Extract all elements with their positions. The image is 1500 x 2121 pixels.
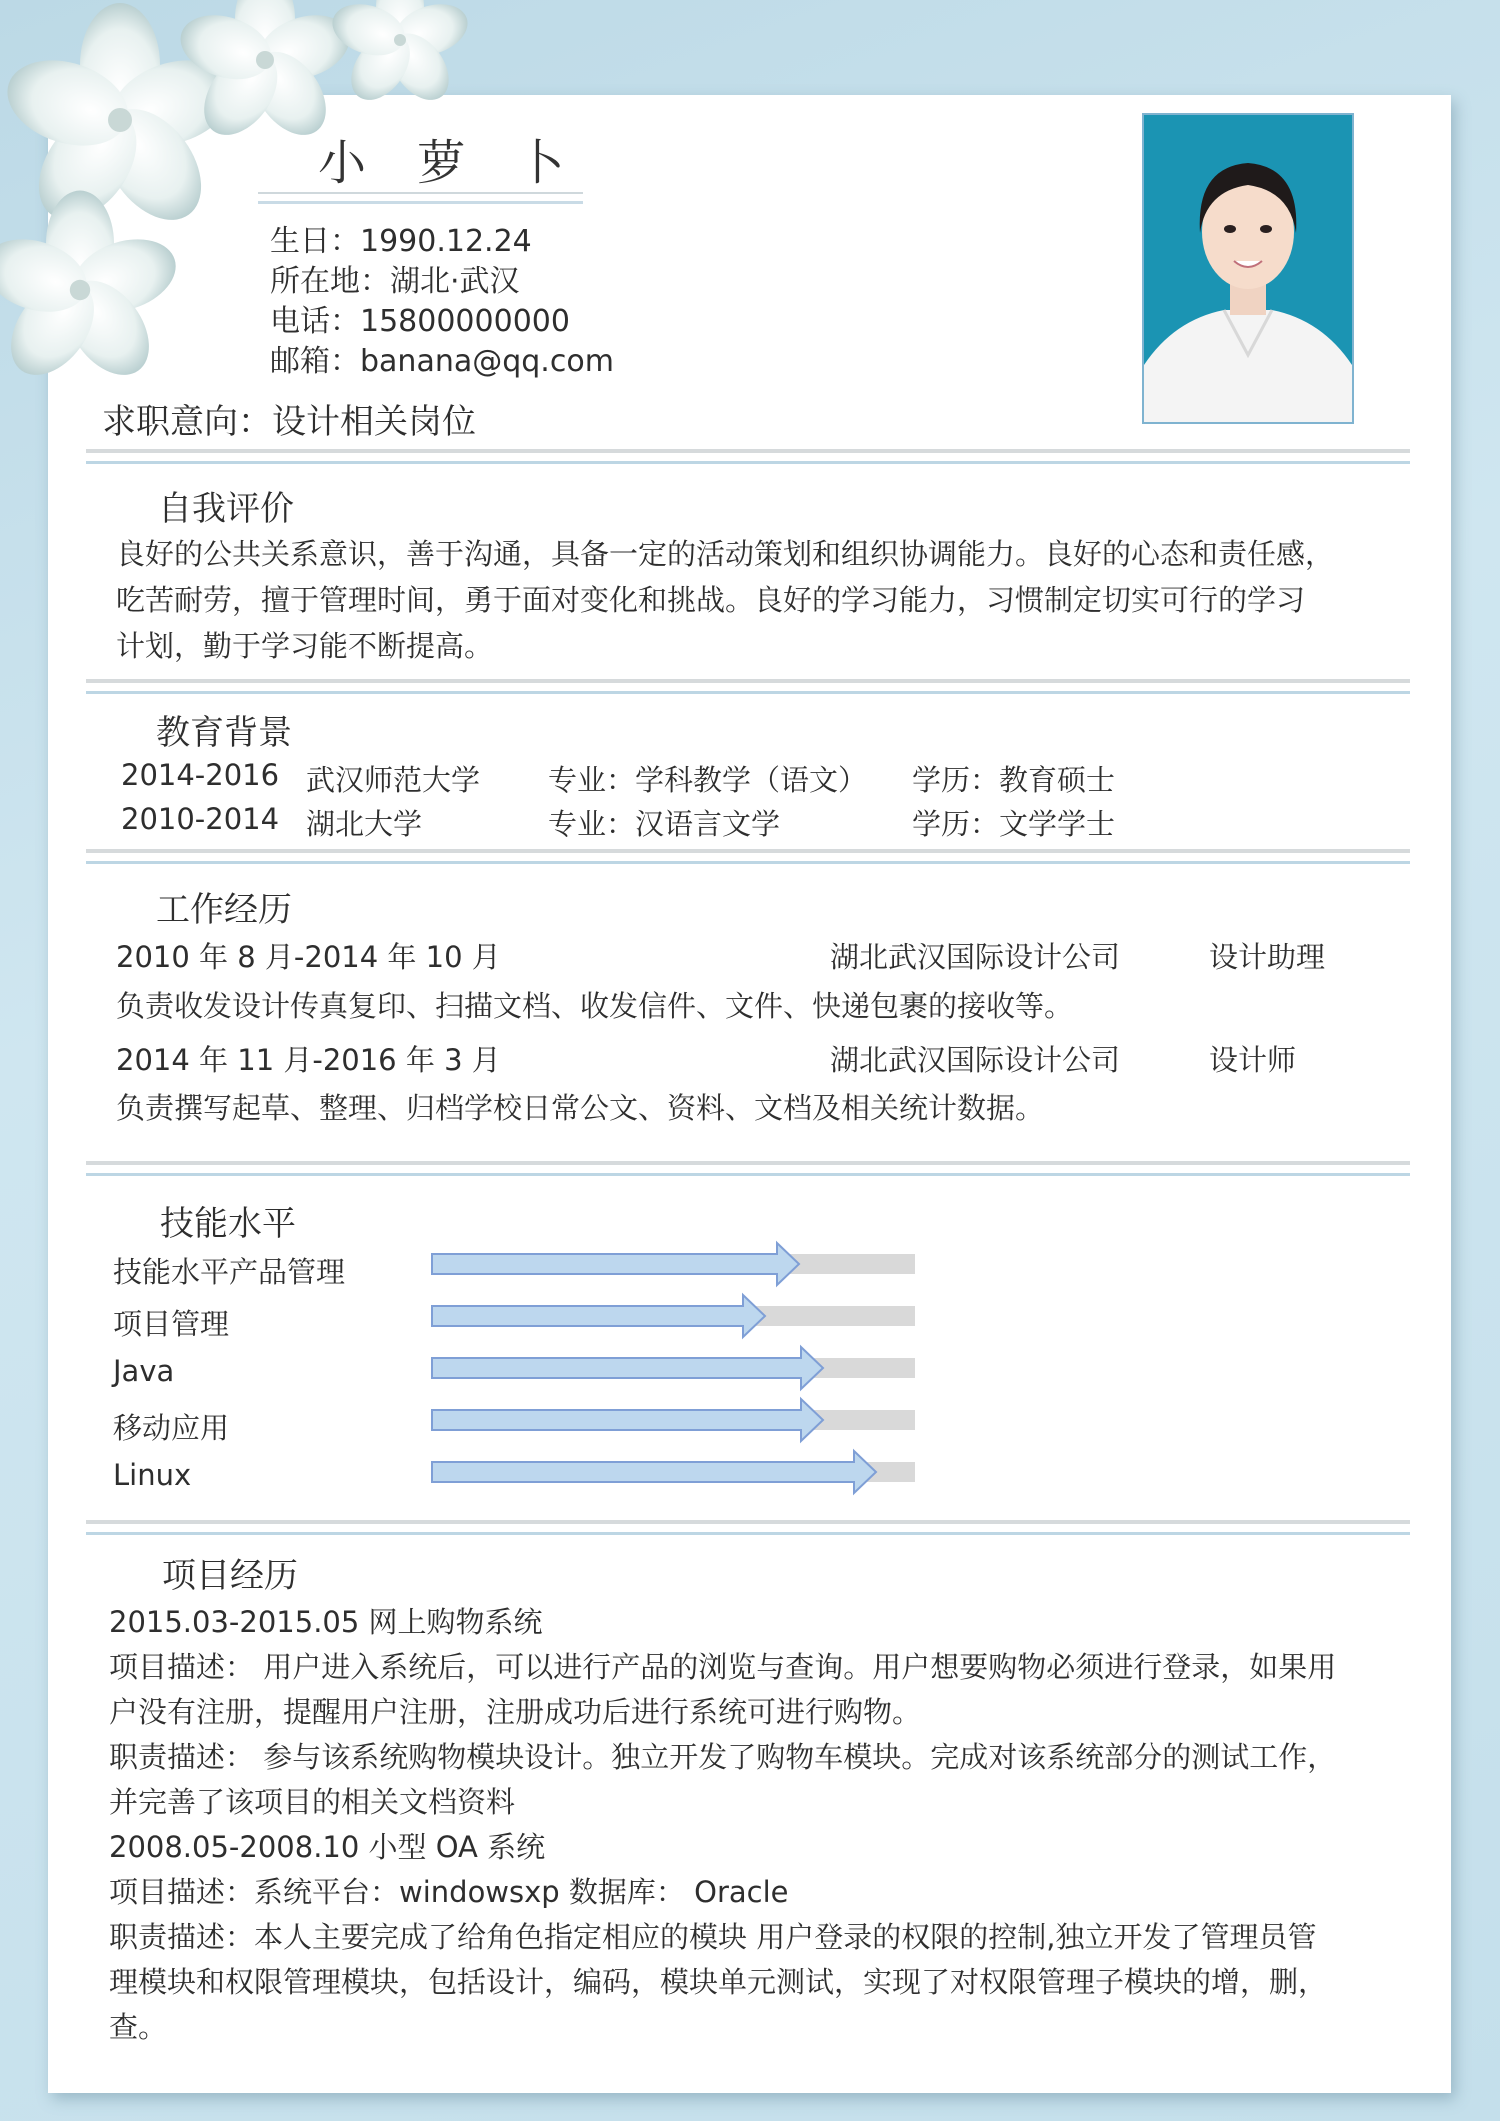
project-line: 职责描述： 参与该系统购物模块设计。独立开发了购物车模块。完成对该系统部分的测试工作， xyxy=(109,1740,1337,1774)
skill-label: Java xyxy=(113,1354,175,1388)
self-eval-line: 良好的公共关系意识，善于沟通，具备一定的活动策划和组织协调能力。良好的心态和责任感， xyxy=(116,537,1335,571)
skill-level-arrow xyxy=(430,1448,880,1496)
divider-5 xyxy=(86,1520,1410,1535)
phone-text: 电话：15800000000 xyxy=(270,304,570,339)
education-degree: 学历：教育硕士 xyxy=(912,763,1116,797)
candidate-name: 小 萝 卜 xyxy=(318,135,583,191)
divider-4 xyxy=(86,1161,1410,1176)
self-eval-line: 计划，勤于学习能不断提高。 xyxy=(116,629,494,663)
divider-2 xyxy=(86,679,1410,694)
self-eval-text xyxy=(116,531,1416,669)
profile-photo xyxy=(1142,113,1354,424)
skill-level-arrow xyxy=(430,1344,827,1392)
work-period: 2010 年 8 月-2014 年 10 月 xyxy=(116,940,501,974)
project-line: 户没有注册，提醒用户注册，注册成功后进行系统可进行购物。 xyxy=(109,1695,922,1729)
education-years: 2010-2014 xyxy=(121,802,280,836)
education-school: 武汉师范大学 xyxy=(306,763,481,797)
skill-label: 移动应用 xyxy=(113,1411,230,1445)
education-school: 湖北大学 xyxy=(306,807,423,841)
project-line: 职责描述：本人主要完成了给角色指定相应的模块 用户登录的权限的控制,独立开发了管理员管 xyxy=(109,1920,1317,1954)
projects-text xyxy=(109,1600,1429,2050)
work-description: 负责收发设计传真复印、扫描文档、收发信件、文件、快递包裹的接收等。 xyxy=(116,989,1074,1023)
project-line: 项目描述：系统平台：windowsxp 数据库： Oracle xyxy=(109,1875,789,1909)
work-description: 负责撰写起草、整理、归档学校日常公文、资料、文档及相关统计数据。 xyxy=(116,1091,1045,1125)
project-line: 2015.03-2015.05 网上购物系统 xyxy=(109,1605,543,1639)
section-title-skills: 技能水平 xyxy=(160,1204,296,1244)
work-company: 湖北武汉国际设计公司 xyxy=(830,940,1121,974)
education-major: 专业：学科教学（语文） xyxy=(548,763,868,797)
education-degree: 学历：文学学士 xyxy=(912,807,1116,841)
job-objective: 求职意向：设计相关岗位 xyxy=(102,402,476,442)
project-line: 项目描述： 用户进入系统后，可以进行产品的浏览与查询。用户想要购物必须进行登录，如果用 xyxy=(109,1650,1337,1684)
project-line: 并完善了该项目的相关文档资料 xyxy=(109,1785,516,1819)
section-title-education: 教育背景 xyxy=(156,713,292,753)
education-major: 专业：汉语言文学 xyxy=(548,807,781,841)
section-title-projects: 项目经历 xyxy=(162,1556,298,1596)
birthday-text: 生日：1990.12.24 xyxy=(270,224,532,259)
education-years: 2014-2016 xyxy=(121,758,280,792)
project-line: 理模块和权限管理模块，包括设计，编码，模块单元测试，实现了对权限管理子模块的增，删， xyxy=(109,1965,1328,1999)
project-line: 查。 xyxy=(109,2010,168,2044)
project-line: 2008.05-2008.10 小型 OA 系统 xyxy=(109,1830,546,1864)
skill-level-arrow xyxy=(430,1240,803,1288)
self-eval-line: 吃苦耐劳，擅于管理时间，勇于面对变化和挑战。良好的学习能力，习惯制定切实可行的学习 xyxy=(116,583,1306,617)
work-company: 湖北武汉国际设计公司 xyxy=(830,1043,1121,1077)
divider-3 xyxy=(86,849,1410,864)
section-title-self-eval: 自我评价 xyxy=(158,489,294,529)
work-role: 设计师 xyxy=(1209,1043,1297,1077)
portrait-image xyxy=(1144,115,1352,422)
skill-label: Linux xyxy=(113,1458,192,1492)
skill-label: 技能水平产品管理 xyxy=(113,1255,346,1289)
work-period: 2014 年 11 月-2016 年 3 月 xyxy=(116,1043,501,1077)
skill-label: 项目管理 xyxy=(113,1307,230,1341)
skill-level-arrow xyxy=(430,1292,769,1340)
work-role: 设计助理 xyxy=(1209,940,1326,974)
name-underline xyxy=(258,192,583,204)
email-text: 邮箱：banana@qq.com xyxy=(270,344,614,379)
skill-level-arrow xyxy=(430,1396,827,1444)
location-text: 所在地：湖北·武汉 xyxy=(270,264,520,299)
section-title-work: 工作经历 xyxy=(156,890,292,930)
divider-1 xyxy=(86,449,1410,464)
